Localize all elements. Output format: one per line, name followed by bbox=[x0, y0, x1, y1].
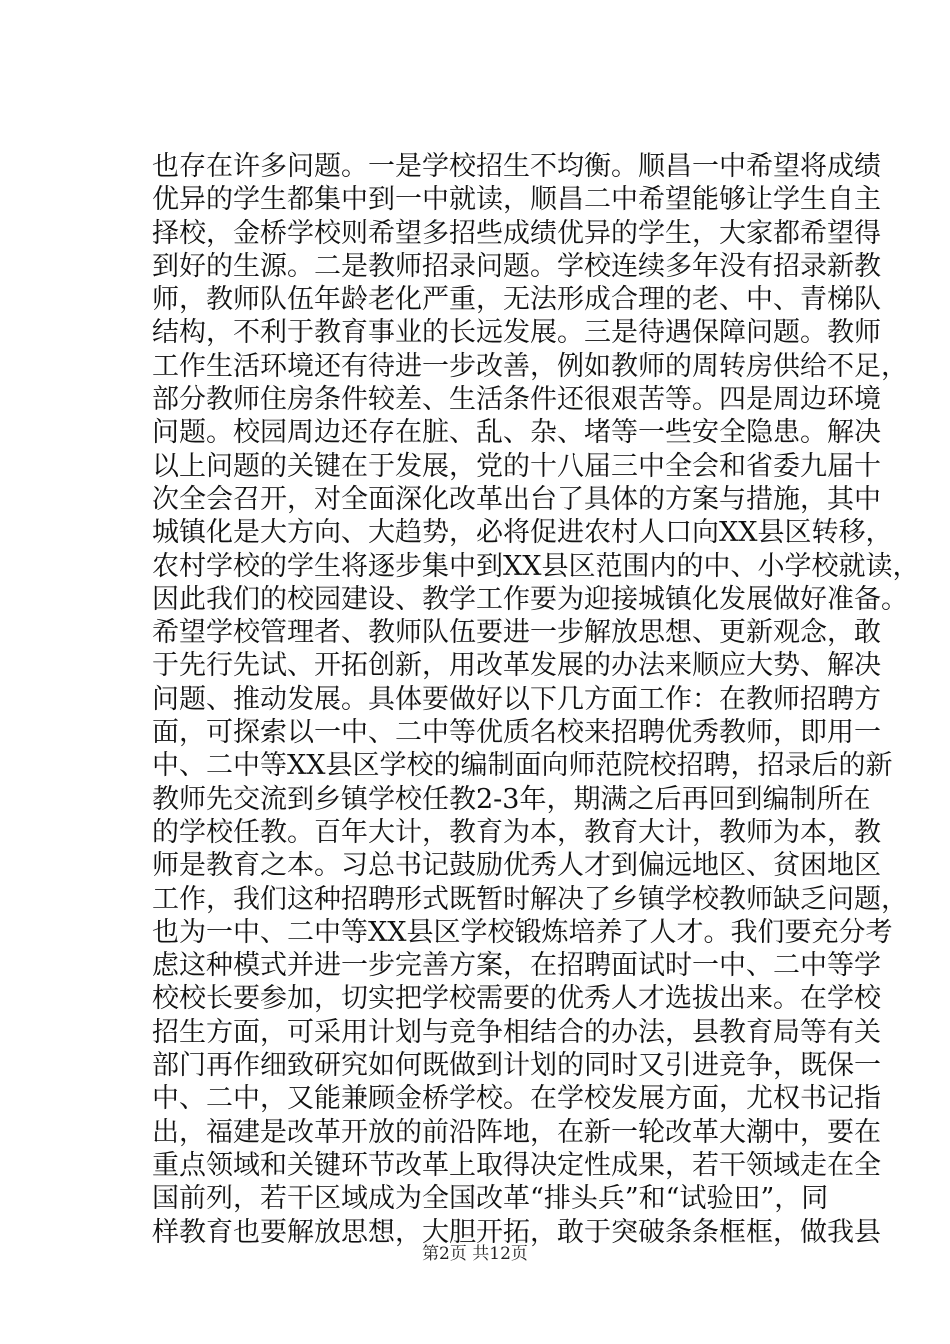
text-line: 的 学 校 任 教 。 百 年 大 计 ， 教 育 为 本 ， 教 育 大 计 ， 教 师 为 本 ， 教 bbox=[152, 816, 881, 848]
text-line: 中 、 二 中 ， 又 能 兼 顾 金 桥 学 校 。 在 学 校 发 展 方 面 ， 尤 权 书 记 指 bbox=[152, 1083, 881, 1115]
page-footer bbox=[0, 1243, 950, 1265]
text-line: 到 好 的 生 源 。 二 是 教 师 招 录 问 题 。 学 校 连 续 多 年 没 有 招 录 新 教 bbox=[152, 250, 881, 282]
text-line: 次 全 会 召 开 ， 对 全 面 深 化 改 革 出 台 了 具 体 的 方 案 与 措 施 ， 其 中 bbox=[152, 483, 881, 515]
text-line: 工 作 ， 我 们 这 种 招 聘 形 式 既 暂 时 解 决 了 乡 镇 学 校 教 师 缺 乏 问 题 ， bbox=[152, 883, 908, 915]
text-line: 择 校 ， 金 桥 学 校 则 希 望 多 招 些 成 绩 优 异 的 学 生 ， 大 家 都 希 望 得 bbox=[152, 217, 881, 249]
text-line: 问 题 。 校 园 周 边 还 存 在 脏 、 乱 、 杂 、 堵 等 一 些 安 全 隐 患 。 解 决 bbox=[152, 417, 881, 449]
text-line: 优 异 的 学 生 都 集 中 到 一 中 就 读 ， 顺 昌 二 中 希 望 能 够 让 学 生 自 主 bbox=[152, 184, 881, 216]
text-line: 以 上 问 题 的 关 键 在 于 发 展 ， 党 的 十 八 届 三 中 全 会 和 省 委 九 届 十 bbox=[152, 450, 881, 482]
text-line: 也 存 在 许 多 问 题 。 一 是 学 校 招 生 不 均 衡 。 顺 昌 一 中 希 望 将 成 绩 bbox=[152, 151, 881, 182]
text-line: 城 镇 化 是 大 方 向 、 大 趋 势 ， 必 将 促 进 农 村 人 口 向 XX 县 区 转 移 ， bbox=[152, 517, 893, 549]
text-line: 招 生 方 面 ， 可 采 用 计 划 与 竞 争 相 结 合 的 办 法 ， 县 教 育 局 等 有 关 bbox=[152, 1016, 881, 1048]
text-line: 于 先 行 先 试 、 开 拓 创 新 ， 用 改 革 发 展 的 办 法 来 顺 应 大 势 、 解 决 bbox=[152, 650, 881, 682]
text-line: 希 望 学 校 管 理 者 、 教 师 队 伍 要 进 一 步 解 放 思 想 、 更 新 观 念 ， 敢 bbox=[152, 617, 881, 649]
text-line: 面 ， 可 探 索 以 一 中 、 二 中 等 优 质 名 校 来 招 聘 优 秀 教 师 ， 即 用 一 bbox=[152, 717, 881, 749]
text-line: 师 是 教 育 之 本 。 习 总 书 记 鼓 励 优 秀 人 才 到 偏 远 地 区 、 贫 困 地 区 bbox=[152, 850, 881, 882]
text-line: 中 、 二 中 等 XX 县 区 学 校 的 编 制 面 向 师 范 院 校 招 聘 ， 招 录 后 的 新 bbox=[152, 750, 893, 782]
text-line: 样 教 育 也 要 解 放 思 想 ， 大 胆 开 拓 ， 敢 于 突 破 条 条 框 框 ， 做 我 县 bbox=[152, 1216, 881, 1248]
text-line: 因 此 我 们 的 校 园 建 设 、 教 学 工 作 要 为 迎 接 城 镇 化 发 展 做 好 准 备 。 bbox=[152, 583, 908, 615]
text-line: 部 门 再 作 细 致 研 究 如 何 既 做 到 计 划 的 同 时 又 引 进 竞 争 ， 既 保 一 bbox=[152, 1050, 881, 1082]
text-line: 教 师 先 交 流 到 乡 镇 学 校 任 教 2-3 年 ， 期 满 之 后 再 回 到 编 制 所 在 bbox=[152, 783, 871, 815]
text-line: 出 ， 福 建 是 改 革 开 放 的 前 沿 阵 地 ， 在 新 一 轮 改 革 大 潮 中 ， 要 在 bbox=[152, 1116, 881, 1148]
text-line: 校 校 长 要 参 加 ， 切 实 把 学 校 需 要 的 优 秀 人 才 选 拔 出 来 。 在 学 校 bbox=[152, 983, 881, 1015]
page-number-label: 第2页 共12页 bbox=[422, 1244, 528, 1264]
text-line: 师 ， 教 师 队 伍 年 龄 老 化 严 重 ， 无 法 形 成 合 理 的 老 、 中 、 青 梯 队 bbox=[152, 284, 881, 316]
text-line: 国 前 列 ， 若 干 区 域 成 为 全 国 改 革 “ 排 头 兵 ” 和 “ 试 验 田 ” ， 同 bbox=[152, 1183, 829, 1215]
text-line: 也 为 一 中 、 二 中 等 XX 县 区 学 校 锻 炼 培 养 了 人 才 。 我 们 要 充 分 考 bbox=[152, 916, 893, 948]
body-text bbox=[152, 150, 920, 1249]
text-line: 虑 这 种 模 式 并 进 一 步 完 善 方 案 ， 在 招 聘 面 试 时 一 中 、 二 中 等 学 bbox=[152, 950, 881, 982]
text-line: 重 点 领 域 和 关 键 环 节 改 革 上 取 得 决 定 性 成 果 ， 若 干 领 域 走 在 全 bbox=[152, 1149, 881, 1181]
text-line: 问 题 、 推 动 发 展 。 具 体 要 做 好 以 下 几 方 面 工 作 ： 在 教 师 招 聘 方 bbox=[152, 683, 881, 715]
text-line: 结 构 ， 不 利 于 教 育 事 业 的 长 远 发 展 。 三 是 待 遇 保 障 问 题 。 教 师 bbox=[152, 317, 881, 349]
text-line: 工 作 生 活 环 境 还 有 待 进 一 步 改 善 ， 例 如 教 师 的 周 转 房 供 给 不 足 ， bbox=[152, 350, 908, 382]
text-line: 农 村 学 校 的 学 生 将 逐 步 集 中 到 XX 县 区 范 围 内 的 中 、 小 学 校 就 读 ， bbox=[152, 550, 920, 582]
text-line: 部 分 教 师 住 房 条 件 较 差 、 生 活 条 件 还 很 艰 苦 等 。 四 是 周 边 环 境 bbox=[152, 384, 881, 416]
